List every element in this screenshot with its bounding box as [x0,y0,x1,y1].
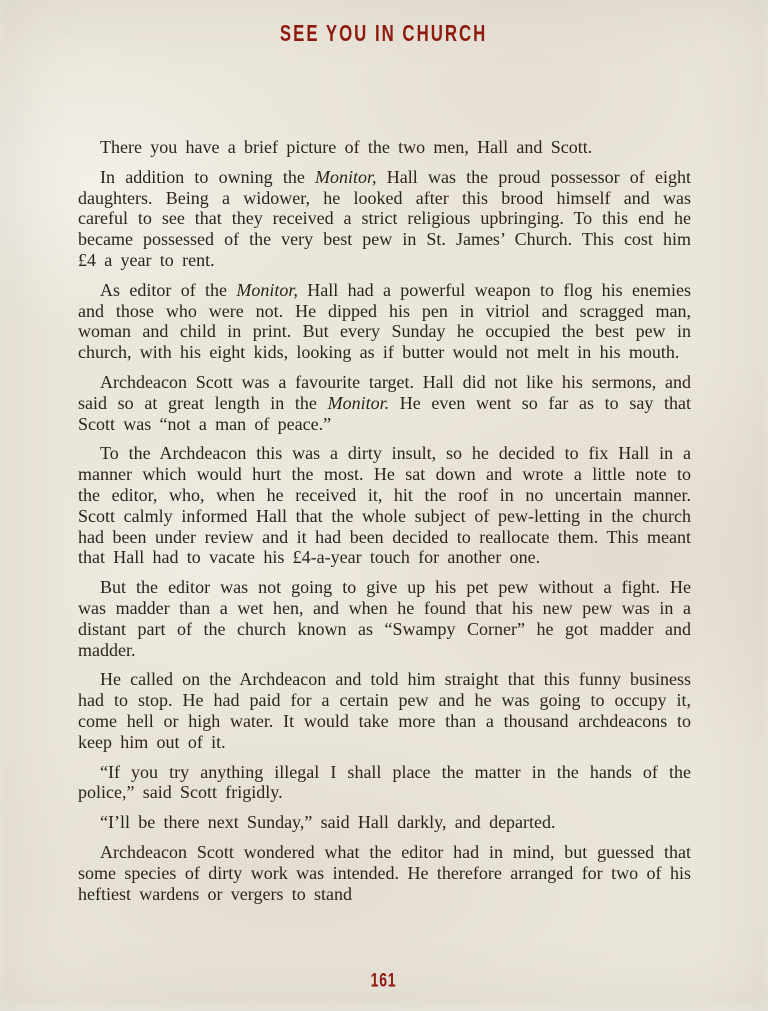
paragraph: In addition to owning the Monitor, Hall was the proud possessor of eight daughters. Being a widower, he looked after this brood himself and was careful to see that they received a strict religious upbringing. To this end he became possessed of the very best pew in St. James’ Church. This cost him £4 a year to rent. [78,166,691,270]
paragraph: “If you try anything illegal I shall place the matter in the hands of the police,” said Scott frigidly. [78,761,691,803]
page-header-title: SEE YOU IN CHURCH [280,21,488,47]
running-head [0,21,768,45]
paragraph: He called on the Archdeacon and told him straight that this funny business had to stop. He had paid for a certain pew and he was going to occupy it, come hell or high water. It would take more than a thousand archdeacons to keep him out of it. [78,669,691,752]
paragraph: There you have a brief picture of the two men, Hall and Scott. [100,137,593,157]
paragraph: To the Archdeacon this was a dirty insult, so he decided to fix Hall in a manner which would hurt the most. He sat down and wrote a little note to the editor, who, when he received it, hit the roof in no uncertain manner. Scott calmly informed Hall that the whole subject of pew-letting in the church had been under review and it had been decided to reallocate them. This meant that Hall had to vacate his £4-a-year touch for another one. [78,443,691,568]
page-footer [0,969,768,990]
paragraph: Archdeacon Scott was a favourite target. Hall did not like his sermons, and said so at great length in the Monitor. He even went so far as to say that Scott was “not a man of peace.” [78,371,691,434]
paragraph: But the editor was not going to give up his pet pew without a fight. He was madder than a wet hen, and when he found that his new pew was in a distant part of the church known as “Swampy Corner” he got madder and madder. [78,577,691,660]
paragraph: “I’ll be there next Sunday,” said Hall darkly, and departed. [100,812,556,833]
page-body [78,137,691,913]
paragraph: Archdeacon Scott wondered what the editor had in mind, but guessed that some species of dirty work was intended. He therefore arranged for two of his heftiest wardens or vergers to stand [78,841,691,904]
page-number: 161 [371,969,397,991]
paragraph: As editor of the Monitor, Hall had a powerful weapon to flog his enemies and those who were not. He dipped his pen in vitriol and scragged man, woman and child in print. But every Sunday he occupied the best pew in church, with his eight kids, looking as if butter would not melt in his mouth. [78,279,692,363]
